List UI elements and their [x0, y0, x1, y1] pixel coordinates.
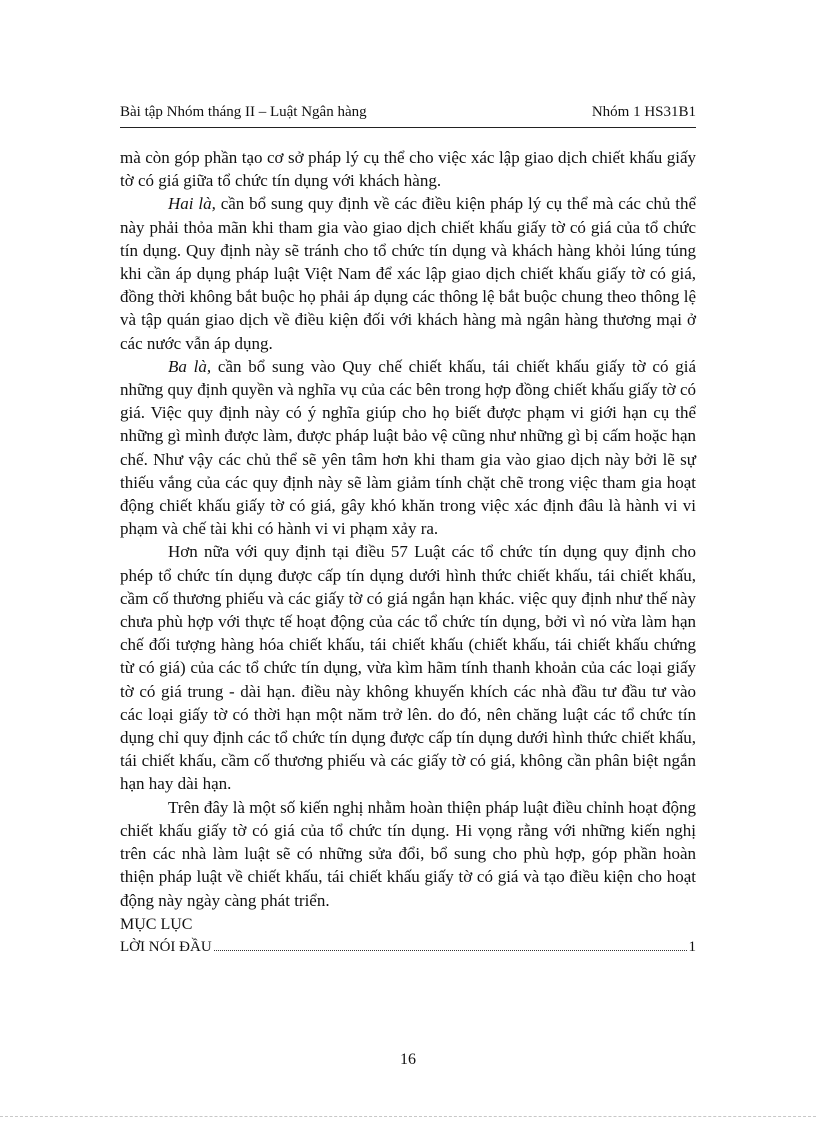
header-group: Nhóm 1 HS31B1 [591, 104, 696, 120]
toc-entry-label: LỜI NÓI ĐẦU [120, 938, 212, 955]
paragraph-3-lead: Ba là, [168, 356, 212, 376]
paragraph-4: Hơn nữa với quy định tại điều 57 Luật các tổ chức tín dụng quy định cho phép tổ chức tín dụng được cấp tín dụng dưới hình thức chiết khấu, tái chiết khấu, cầm cố thương phiếu và các giấy tờ có giá ngắn hạn khác. việc quy định như thế này chưa phù hợp với thực tế hoạt động của các tổ chức tín dụng, bởi vì nó vừa làm hạn chế đối tượng hàng hóa chiết khấu, tái chiết khấu (chiết khấu, tái chiết khấu chứng từ có giá) của các tổ chức tín dụng, vừa kìm hãm tính thanh khoản của các loại giấy tờ có giá trung - dài hạn. điều này không khuyến khích các nhà đầu tư đầu tư vào các loại giấy tờ có thời hạn một năm trở lên. do đó, nên chăng luật các tổ chức tín dụng chỉ quy định các tổ chức tín dụng được cấp tín dụng dưới hình thức chiết khấu, tái chiết khấu, cầm cố thương phiếu và các giấy tờ có giá, không cần phân biệt ngắn hạn hay dài hạn. [120, 542, 696, 794]
paragraph-2-lead: Hai là, [168, 194, 216, 214]
page-number: 16 [400, 1051, 416, 1068]
paragraph-5: Trên đây là một số kiến nghị nhằm hoàn thiện pháp luật điều chỉnh hoạt động chiết khấu giấy tờ có giá của tổ chức tín dụng. Hi vọng rằng với những kiến nghị trên các nhà làm luật sẽ có những sửa đổi, bổ sung cho phù hợp, góp phần hoàn thiện pháp luật về chiết khấu, tái chiết khấu giấy tờ có giá và tạo điều kiện cho hoạt động này ngày càng phát triển. [120, 797, 696, 910]
header-rule [120, 127, 696, 128]
paragraph-2 [120, 192, 696, 354]
toc-title: MỤC LỤC [120, 915, 193, 933]
paragraph-3 [120, 355, 696, 541]
paragraph-3-text: cần bổ sung vào Quy chế chiết khấu, tái chiết khấu giấy tờ có giá những quy định quyền và nghĩa vụ của các bên trong hợp đồng chiết khấu giấy tờ có giá. Việc quy định này có ý nghĩa giúp cho họ biết được phạm vi giới hạn cụ thể những gì mình được làm, được pháp luật bảo vệ cũng như những gì bị cấm hoặc hạn chế. Như vậy các chủ thể sẽ yên tâm hơn khi tham gia vào giao dịch này bởi lẽ sự thiếu vắng của các quy định này sẽ làm giảm tính chặt chẽ trong việc tham gia hoạt động chiết khấu giấy tờ có giá, gây khó khăn trong việc xác định đâu là hành vi vi phạm và chế tài khi có hành vi vi phạm xảy ra. [120, 356, 697, 539]
paragraph-2-text: cần bổ sung quy định về các điều kiện pháp lý cụ thể mà các chủ thể này phải thỏa mãn khi tham gia vào giao dịch chiết khấu giấy tờ có giá của tổ chức tín dụng. Quy định này sẽ tránh cho tổ chức tín dụng và khách hàng khỏi lúng túng khi cần áp dụng pháp luật Việt Nam để xác lập giao dịch chiết khấu giấy tờ có giá, đồng thời không bắt buộc họ phải áp dụng các thông lệ bắt buộc chung theo thông lệ và tập quán giao dịch về điều kiện đối với khách hàng mà ngân hàng thương mại ở các nước vẫn áp dụng. [120, 194, 696, 353]
toc-entry[interactable] [120, 936, 696, 959]
paragraph-1: mà còn góp phần tạo cơ sở pháp lý cụ thể cho việc xác lập giao dịch chiết khấu giấy tờ có giá giữa tổ chức tín dụng với khách hàng. [120, 148, 696, 191]
header-title: Bài tập Nhóm tháng II – Luật Ngân hàng [120, 104, 367, 120]
page-boundary [0, 1116, 816, 1117]
page-header [120, 104, 696, 121]
document-body [120, 146, 696, 959]
toc-leader-dots [214, 949, 687, 951]
toc-entry-page: 1 [688, 938, 696, 955]
